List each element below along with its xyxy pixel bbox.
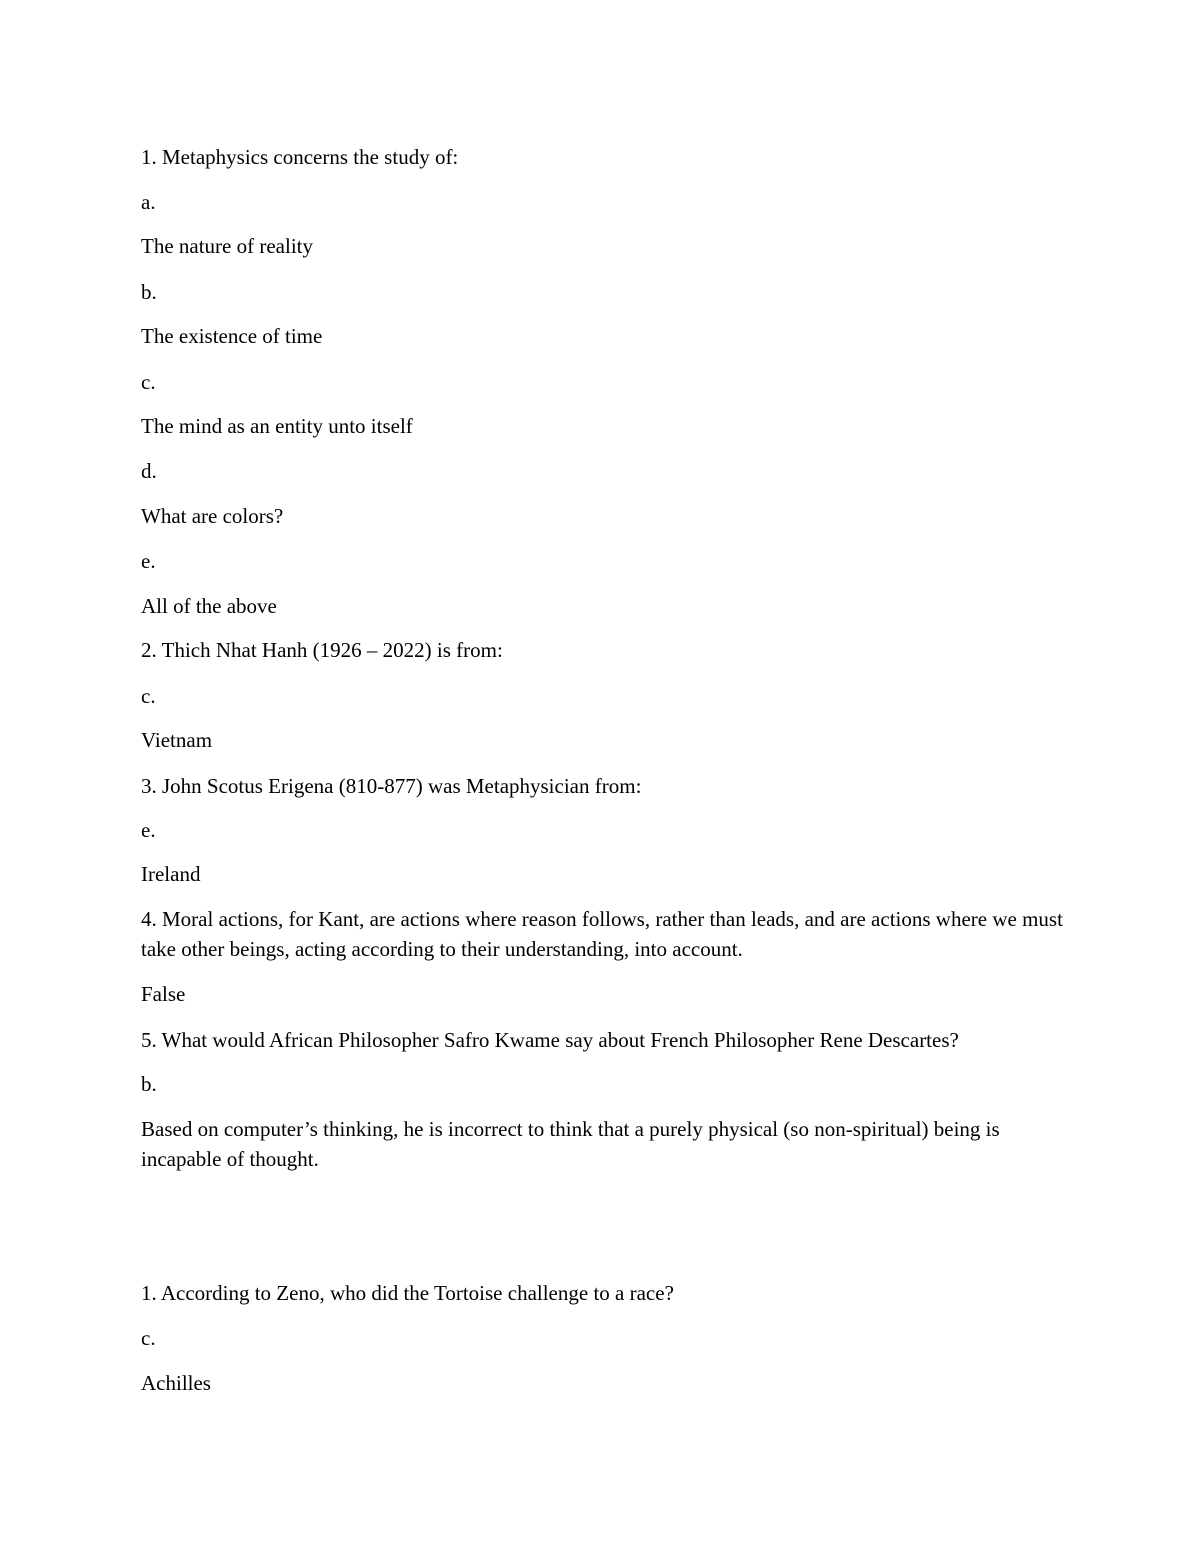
question-2: 2. Thich Nhat Hanh (1926 – 2022) is from: [141, 638, 503, 662]
question-6: 1. According to Zeno, who did the Tortoise challenge to a race? [141, 1281, 674, 1305]
answer-text-3: Ireland [141, 862, 201, 886]
answer-letter-5: b. [141, 1072, 157, 1096]
question-3: 3. John Scotus Erigena (810-877) was Metaphysician from: [141, 774, 642, 798]
option-letter-a: a. [141, 190, 156, 214]
answer-letter-2: c. [141, 684, 156, 708]
option-letter-e: e. [141, 549, 156, 573]
question-1: 1. Metaphysics concerns the study of: [141, 145, 459, 169]
option-text-b: The existence of time [141, 324, 323, 348]
option-text-d: What are colors? [141, 504, 284, 528]
answer-letter-6: c. [141, 1326, 156, 1350]
option-letter-b: b. [141, 280, 157, 304]
option-text-a: The nature of reality [141, 234, 313, 258]
question-4: 4. Moral actions, for Kant, are actions where reason follows, rather than leads, and are actions where we must take other beings, acting according to their understanding, into account. [141, 907, 1063, 961]
answer-text-2: Vietnam [141, 728, 213, 752]
answer-text-5: Based on computer’s thinking, he is incorrect to think that a purely physical (so non-spiritual) being is incapable of thought. [141, 1117, 1000, 1171]
answer-text-6: Achilles [141, 1371, 211, 1395]
option-letter-d: d. [141, 459, 157, 483]
question-5: 5. What would African Philosopher Safro Kwame say about French Philosopher Rene Descartes? [141, 1028, 959, 1052]
option-text-c: The mind as an entity unto itself [141, 414, 413, 438]
option-text-e: All of the above [141, 594, 277, 618]
option-letter-c: c. [141, 370, 156, 394]
answer-text-4: False [141, 982, 186, 1006]
answer-letter-3: e. [141, 818, 156, 842]
